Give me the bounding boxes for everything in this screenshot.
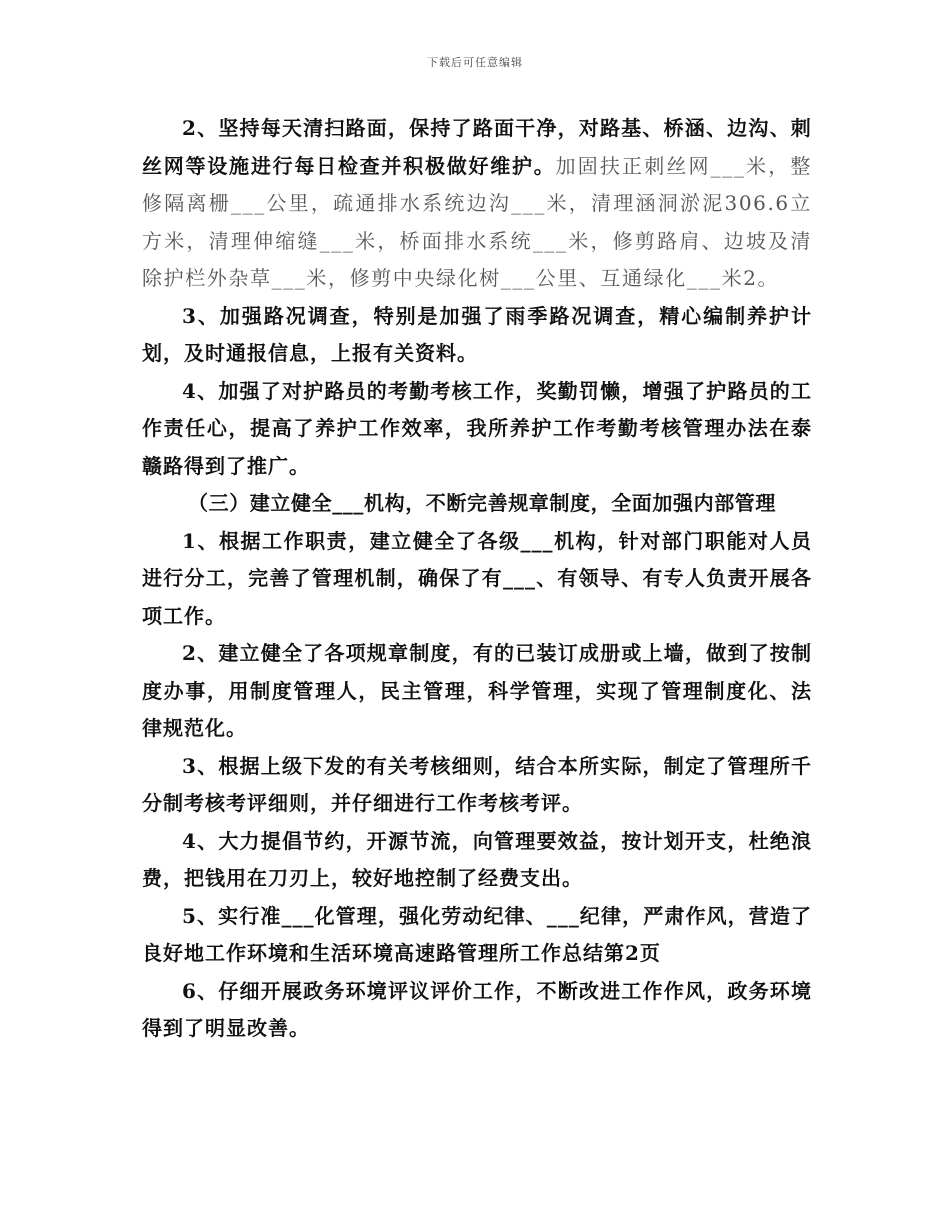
paragraph-road-survey: 3、加强路况调查，特别是加强了雨季路况调查，精心编制养护计划，及时通报信息，上报有关资料。 [142,303,812,365]
document-body [142,110,812,1048]
paragraph-assessment: 3、根据上级下发的有关考核细则，结合本所实际，制定了管理所千分制考核考评细则，并仔细进行工作考核考评。 [142,753,812,815]
page-header-note: 下载后可任意编辑 [427,56,523,69]
paragraph-attendance: 4、加强了对护路员的考勤考核工作，奖勤罚懒，增强了护路员的工作责任心，提高了养护工作效率，我所养护工作考勤考核管理办法在泰赣路得到了推广。 [142,378,812,478]
paragraph-regulations: 2、建立健全了各项规章制度，有的已装订成册或上墙，做到了按制度办事，用制度管理人，民主管理，科学管理，实现了管理制度化、法律规范化。 [142,641,812,740]
paragraph-government-environment: 6、仔细开展政务环境评议评价工作，不断改进工作作风，政务环境得到了明显改善。 [142,978,812,1040]
paragraph-organization: 1、根据工作职责，建立健全了各级___机构，针对部门职能对人员进行分工，完善了管理机制，确保了有___、有领导、有专人负责开展各项工作。 [142,528,812,628]
paragraph-road-cleaning-detail: 加固扶正刺丝网___米，整修隔离栅___公里，疏通排水系统边沟___米，清理涵洞淤泥306.6立方米，清理伸缩缝___米，桥面排水系统___米，修剪路肩、边坡及清除护栏外杂草___米，修剪中央绿化树___公里、互通绿化___米2。 [142,153,812,290]
paragraph-road-cleaning-bold: 2、坚持每天清扫路面，保持了路面干净，对路基、桥涵、边沟、刺丝网等设施进行每日检查并积极做好维护。 [142,116,812,178]
paragraph-saving: 4、大力提倡节约，开源节流，向管理要效益，按计划开支，杜绝浪费，把钱用在刀刃上，较好地控制了经费支出。 [142,828,812,890]
section-heading-3: （三）建立健全___机构，不断完善规章制度，全面加强内部管理 [188,491,776,515]
paragraph-road-cleaning [142,110,812,298]
paragraph-standardization: 5、实行准___化管理，强化劳动纪律、___纪律，严肃作风，营造了良好地工作环境和生活环境高速路管理所工作总结第2页 [142,903,812,965]
